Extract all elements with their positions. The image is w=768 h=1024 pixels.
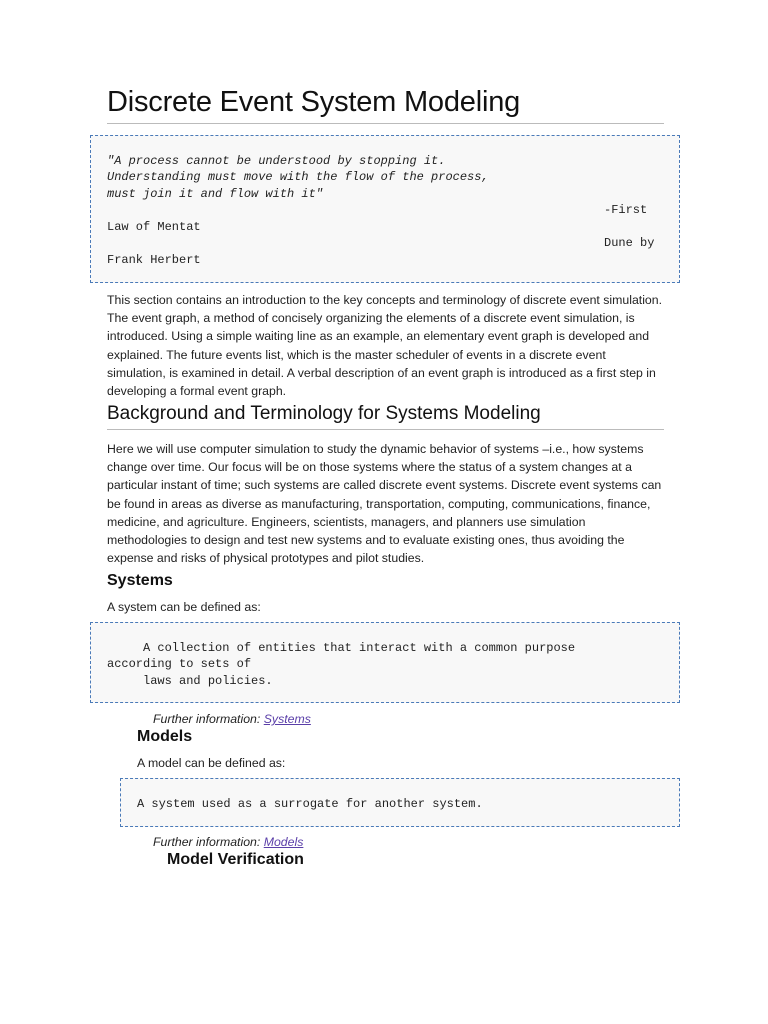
systems-further-label: Further information: (153, 712, 264, 726)
system-definition-line-2: according to sets of (107, 657, 252, 671)
model-definition-box (120, 778, 680, 827)
background-paragraph: Here we will use computer simulation to study the dynamic behavior of systems –i.e., how systems change over time. Our focus will be on those systems where the status of a system changes at a particular instant of time; such systems are called discrete event systems. Discrete event systems can be found in areas as diverse as manufacturing, transportation, computing, communications, finance, medicine, and agriculture. Engineers, scientists, managers, and planners use simulation methodologies to design and test new systems and to evaluate existing ones, thus avoiding the expense and risks of physical prototypes and pilot studies. (107, 442, 662, 566)
models-link[interactable]: Models (263, 835, 304, 849)
systems-heading: Systems (107, 572, 173, 589)
section-heading: Background and Terminology for Systems Modeling (107, 403, 664, 430)
quote-attribution-4: Frank Herbert (107, 253, 201, 267)
system-definition-line-3: laws and policies. (107, 674, 273, 688)
system-definition-line-1: A collection of entities that interact with a common purpose (107, 641, 576, 655)
model-definition-line: A system used as a surrogate for another system. (137, 797, 483, 811)
epigraph-quote-box (90, 135, 680, 283)
quote-attribution-2: Law of Mentat (107, 220, 201, 234)
quote-attribution-1: -First (604, 203, 648, 217)
page-title: Discrete Event System Modeling (107, 86, 664, 124)
systems-link[interactable]: Systems (263, 712, 311, 726)
models-further-info (153, 835, 303, 849)
systems-lead: A system can be defined as: (107, 600, 261, 614)
quote-line-3: must join it and flow with it" (107, 187, 324, 201)
intro-paragraph: This section contains an introduction to the key concepts and terminology of discrete event simulation. The event graph, a method of concisely organizing the elements of a discrete event simulation, is introduced. Using a simple waiting line as an example, an elementary event graph is developed and explained. The future events list, which is the master scheduler of events in a discrete event simulation, is examined in detail. A verbal description of an event graph is introduced as a first step in developing a formal event graph. (107, 293, 663, 399)
models-heading: Models (137, 728, 193, 745)
model-verification-heading: Model Verification (167, 851, 304, 868)
quote-line-1: "A process cannot be understood by stopping it. (107, 154, 446, 168)
quote-attribution-3: Dune by (604, 236, 655, 250)
models-further-label: Further information: (153, 835, 264, 849)
models-lead: A model can be defined as: (137, 756, 286, 770)
system-definition-box (90, 622, 680, 703)
systems-further-info (153, 712, 311, 726)
quote-line-2: Understanding must move with the flow of the process, (107, 170, 489, 184)
